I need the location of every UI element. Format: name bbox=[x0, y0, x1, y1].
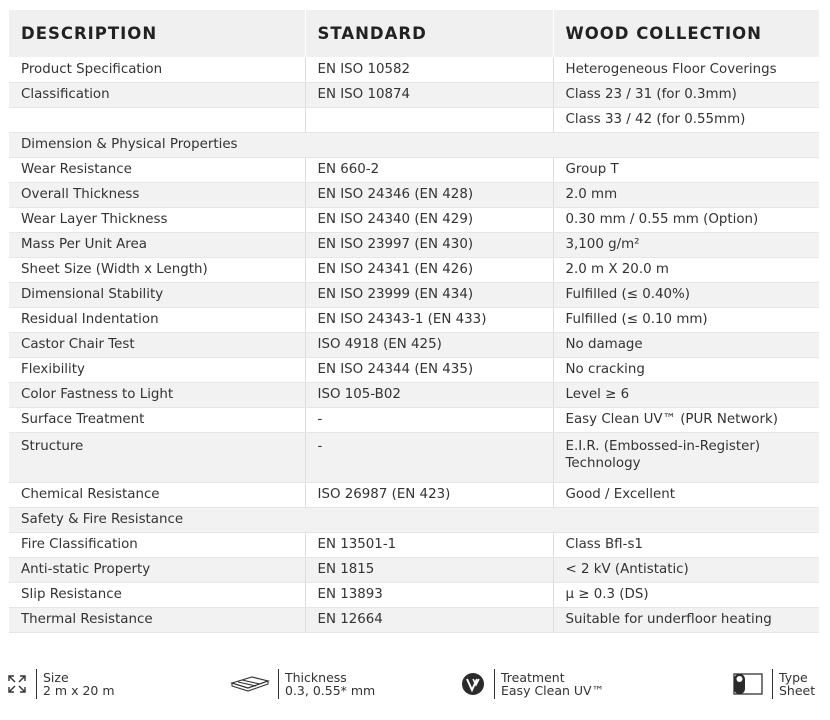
table-row bbox=[9, 607, 819, 632]
standard-cell: ISO 105-B02 bbox=[305, 382, 553, 407]
value-cell: Level ≥ 6 bbox=[553, 382, 819, 407]
feature-label: Size bbox=[43, 670, 69, 685]
specification-table bbox=[9, 10, 819, 633]
column-header-description: DESCRIPTION bbox=[9, 10, 305, 57]
standard-cell: EN 660-2 bbox=[305, 157, 553, 182]
feature-value: 2 m x 20 m bbox=[43, 683, 115, 698]
standard-cell: EN ISO 10582 bbox=[305, 57, 553, 82]
standard-cell: EN 13893 bbox=[305, 582, 553, 607]
section-title: Dimension & Physical Properties bbox=[9, 132, 819, 157]
description-cell: Surface Treatment bbox=[9, 407, 305, 432]
description-cell: Classification bbox=[9, 82, 305, 107]
table-row bbox=[9, 232, 819, 257]
description-cell: Anti-static Property bbox=[9, 557, 305, 582]
value-cell: < 2 kV (Antistatic) bbox=[553, 557, 819, 582]
value-cell: Heterogeneous Floor Coverings bbox=[553, 57, 819, 82]
column-header-wood-collection: WOOD COLLECTION bbox=[565, 24, 762, 43]
table-row bbox=[9, 207, 819, 232]
table-row bbox=[9, 582, 819, 607]
standard-cell: EN ISO 24346 (EN 428) bbox=[305, 182, 553, 207]
section-header-row bbox=[9, 132, 819, 157]
feature-divider bbox=[772, 669, 773, 699]
value-cell: 2.0 m X 20.0 m bbox=[553, 257, 819, 282]
feature-label: Treatment bbox=[501, 670, 565, 685]
description-cell: Chemical Resistance bbox=[9, 482, 305, 507]
standard-cell: ISO 26987 (EN 423) bbox=[305, 482, 553, 507]
standard-cell: - bbox=[305, 407, 553, 432]
table-row bbox=[9, 157, 819, 182]
feature-type bbox=[732, 662, 815, 706]
description-cell: Wear Layer Thickness bbox=[9, 207, 305, 232]
value-cell: Fulfilled (≤ 0.10 mm) bbox=[553, 307, 819, 332]
table-row bbox=[9, 532, 819, 557]
table-row bbox=[9, 57, 819, 82]
value-cell: No damage bbox=[553, 332, 819, 357]
description-cell: Residual Indentation bbox=[9, 307, 305, 332]
description-cell: Slip Resistance bbox=[9, 582, 305, 607]
standard-cell bbox=[305, 107, 553, 132]
value-cell: Easy Clean UV™ (PUR Network) bbox=[553, 407, 819, 432]
standard-cell: EN ISO 10874 bbox=[305, 82, 553, 107]
feature-divider bbox=[278, 669, 279, 699]
value-cell: Fulfilled (≤ 0.40%) bbox=[553, 282, 819, 307]
sheet-roll-icon bbox=[732, 672, 764, 696]
table-body bbox=[9, 57, 819, 632]
description-cell bbox=[9, 107, 305, 132]
feature-value: Easy Clean UV™ bbox=[501, 683, 605, 698]
table-row bbox=[9, 357, 819, 382]
feature-divider bbox=[36, 669, 37, 699]
description-cell: Structure bbox=[9, 432, 305, 482]
description-cell: Wear Resistance bbox=[9, 157, 305, 182]
feature-value: Sheet bbox=[779, 683, 816, 698]
table-header-row bbox=[9, 10, 819, 57]
value-cell: Class 23 / 31 (for 0.3mm) bbox=[553, 82, 819, 107]
value-cell: Good / Excellent bbox=[553, 482, 819, 507]
table-row bbox=[9, 307, 819, 332]
standard-cell: EN ISO 24341 (EN 426) bbox=[305, 257, 553, 282]
feature-value: 0.3, 0.55* mm bbox=[285, 683, 376, 698]
standard-cell: EN 1815 bbox=[305, 557, 553, 582]
standard-cell: EN ISO 23999 (EN 434) bbox=[305, 282, 553, 307]
standard-cell: EN ISO 24344 (EN 435) bbox=[305, 357, 553, 382]
expand-arrows-icon bbox=[6, 673, 28, 695]
standard-cell: EN 12664 bbox=[305, 607, 553, 632]
description-cell: Flexibility bbox=[9, 357, 305, 382]
table-row bbox=[9, 332, 819, 357]
table-row bbox=[9, 82, 819, 107]
feature-thickness bbox=[230, 662, 375, 706]
description-cell: Product Specification bbox=[9, 57, 305, 82]
value-cell: Suitable for underfloor heating bbox=[553, 607, 819, 632]
description-cell: Fire Classification bbox=[9, 532, 305, 557]
description-cell: Overall Thickness bbox=[9, 182, 305, 207]
table-row bbox=[9, 382, 819, 407]
standard-cell: EN ISO 24343-1 (EN 433) bbox=[305, 307, 553, 332]
standard-cell: EN ISO 23997 (EN 430) bbox=[305, 232, 553, 257]
description-cell: Sheet Size (Width x Length) bbox=[9, 257, 305, 282]
standard-cell: EN 13501-1 bbox=[305, 532, 553, 557]
value-cell: 2.0 mm bbox=[553, 182, 819, 207]
section-title: Safety & Fire Resistance bbox=[9, 507, 819, 532]
feature-label: Thickness bbox=[285, 670, 347, 685]
value-cell: μ ≥ 0.3 (DS) bbox=[553, 582, 819, 607]
table-row bbox=[9, 257, 819, 282]
description-cell: Dimensional Stability bbox=[9, 282, 305, 307]
feature-size bbox=[6, 662, 115, 706]
description-cell: Color Fastness to Light bbox=[9, 382, 305, 407]
column-header-standard: STANDARD bbox=[305, 10, 553, 57]
uv-treatment-icon bbox=[460, 671, 486, 697]
description-cell: Mass Per Unit Area bbox=[9, 232, 305, 257]
table-row bbox=[9, 482, 819, 507]
table-row bbox=[9, 107, 819, 132]
value-cell: E.I.R. (Embossed-in-Register) Technology bbox=[553, 432, 819, 482]
value-cell: Class Bfl-s1 bbox=[553, 532, 819, 557]
table-row bbox=[9, 557, 819, 582]
description-cell: Thermal Resistance bbox=[9, 607, 305, 632]
standard-cell: EN ISO 24340 (EN 429) bbox=[305, 207, 553, 232]
table-row bbox=[9, 182, 819, 207]
table-row bbox=[9, 432, 819, 482]
standard-cell: ISO 4918 (EN 425) bbox=[305, 332, 553, 357]
section-header-row bbox=[9, 507, 819, 532]
standard-cell: - bbox=[305, 432, 553, 482]
value-cell: Class 33 / 42 (for 0.55mm) bbox=[553, 107, 819, 132]
thickness-layers-icon bbox=[230, 673, 270, 695]
value-cell: Group T bbox=[553, 157, 819, 182]
table-row bbox=[9, 407, 819, 432]
table-row bbox=[9, 282, 819, 307]
value-cell: No cracking bbox=[553, 357, 819, 382]
feature-treatment bbox=[460, 662, 604, 706]
feature-footer bbox=[0, 662, 830, 706]
value-cell: 0.30 mm / 0.55 mm (Option) bbox=[553, 207, 819, 232]
description-cell: Castor Chair Test bbox=[9, 332, 305, 357]
value-cell: 3,100 g/m² bbox=[553, 232, 819, 257]
feature-divider bbox=[494, 669, 495, 699]
feature-label: Type bbox=[779, 670, 808, 685]
